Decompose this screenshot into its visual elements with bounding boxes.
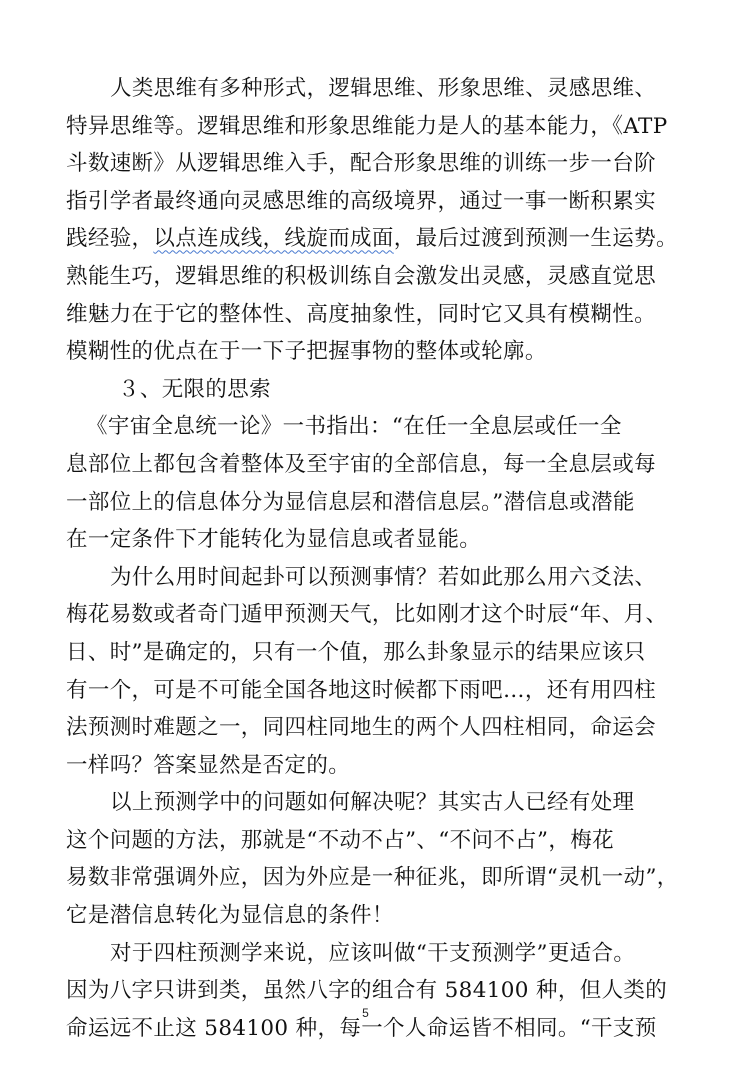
text-line: 指引学者最终通向灵感思维的高级境界，通过一事一断积累实 <box>66 188 656 214</box>
paragraph-holographic <box>66 408 698 558</box>
text-line: 特异思维等。逻辑思维和形象思维能力是人的基本能力，《ATP <box>66 113 668 139</box>
text-line: 这个问题的方法，那就是“不动不占”、“不问不占”，梅花 <box>66 827 614 853</box>
text-line: 在一定条件下才能转化为显信息或者显能。 <box>66 527 482 553</box>
text-line: 对于四柱预测学来说，应该叫做“干支预测学”更适合。 <box>110 940 636 966</box>
text-line: 因为八字只讲到类，虽然八字的组合有 584100 种，但人类的 <box>66 978 668 1004</box>
text-line: 为什么用时间起卦可以预测事情？若如此那么用六爻法、 <box>110 564 657 590</box>
text-line: 易数非常强调外应，因为外应是一种征兆，即所谓“灵机一动”， <box>66 865 679 891</box>
text-line: 法预测时难题之一，同四柱同地生的两个人四柱相同，命运会 <box>66 715 656 741</box>
text-segment: 践经验， <box>66 226 154 252</box>
text-line: 息部位上都包含着整体及至宇宙的全部信息，每一全息层或每 <box>66 451 656 477</box>
text-line: 人类思维有多种形式，逻辑思维、形象思维、灵感思维、 <box>110 76 657 101</box>
paragraph-time-divination <box>66 559 698 785</box>
text-line: 一部位上的信息体分为显信息层和潜信息层。”潜信息或潜能 <box>66 489 635 515</box>
text-line: 命运远不止这 584100 种，每一个人命运皆不相同。“干支预 <box>66 1015 657 1041</box>
text-line: 熟能生巧，逻辑思维的积极训练自会激发出灵感，灵感直觉思 <box>66 263 656 289</box>
wavy-underlined-phrase: 以点连成线，线旋而成面 <box>153 226 394 252</box>
paragraph-solution <box>66 784 698 934</box>
text-line: 一样吗？答案显然是否定的。 <box>66 752 351 778</box>
text-segment: ，最后过渡到预测一生运势。 <box>393 226 678 252</box>
text-line: 有一个，可是不可能全国各地这时候都下雨吧…，还有用四柱 <box>66 677 656 703</box>
text-line: 它是潜信息转化为显信息的条件！ <box>66 903 394 929</box>
text-line: 模糊性的优点在于一下子把握事物的整体或轮廓。 <box>66 339 547 365</box>
paragraph-ganzhi <box>66 935 698 1048</box>
text-line: 《宇宙全息统一论》一书指出：“在任一全息层或任一全 <box>86 414 622 440</box>
text-line: 梅花易数或者奇门遁甲预测天气，比如刚才这个时辰“年、月、 <box>66 602 668 628</box>
text-line: 维魅力在于它的整体性、高度抽象性，同时它又具有模糊性。 <box>66 301 656 327</box>
text-line: 日、时”是确定的，只有一个值，那么卦象显示的结果应该只 <box>66 639 646 665</box>
text-line: 以上预测学中的问题如何解决呢？其实古人已经有处理 <box>110 790 635 816</box>
text-line <box>66 220 698 258</box>
page-number: 5 <box>362 1006 369 1020</box>
paragraph-thinking-forms <box>66 70 698 371</box>
body-text <box>66 70 698 1047</box>
text-line: 斗数速断》从逻辑思维入手，配合形象思维的训练一步一台阶 <box>66 151 656 177</box>
section-heading: ３、无限的思索 <box>118 376 271 402</box>
